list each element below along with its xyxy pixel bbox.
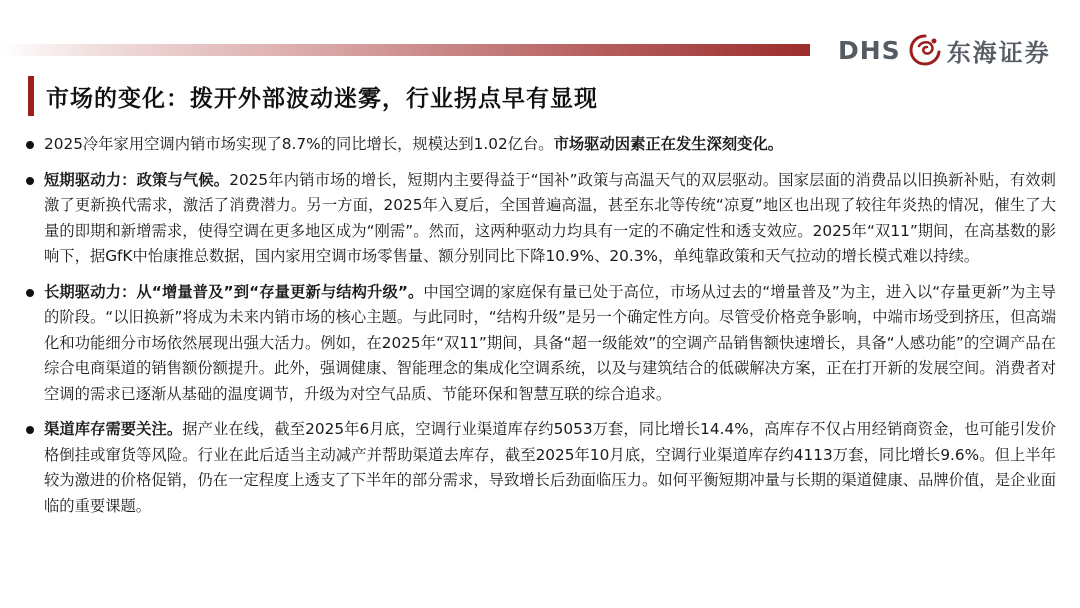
bullet-text: 据产业在线，截至2025年6月底，空调行业渠道库存约5053万套，同比增长14.4%，高库存不仅占用经销商资金，也可能引发价格倒挂或窜货等风险。行业在此后适当主动减产并帮助渠道去库存，截至2025年10月底，空调行业渠道库存约4113万套，同比增长9.6%。但上半年较为激进的价格促销，仍在一定程度上透支了下半年的部分需求，导致增长后劲面临压力。如何平衡短期冲量与长期的渠道健康、品牌价值，是企业面临的重要课题。 xyxy=(44,420,1056,515)
bullet-lead: 长期驱动力：从“增量普及”到“存量更新与结构升级”。 xyxy=(44,282,424,301)
bullet-text: 中国空调的家庭保有量已处于高位，市场从过去的“增量普及”为主，进入以“存量更新”为主导的阶段。“以旧换新”将成为未来内销市场的核心主题。与此同时，“结构升级”是另一个确定性方向。尽管受价格竞争影响，中端市场受到挤压，但高端化和功能细分市场依然展现出强大活力。例如，在2025年“双11”期间，具备“超一级能效”的空调产品销售额快速增长，具备“人感功能”的空调产品在综合电商渠道的销售额份额提升。此外，强调健康、智能理念的集成化空调系统，以及与建筑结合的低碳解决方案，正在打开新的发展空间。消费者对空调的需求已逐渐从基础的温度调节，升级为对空气品质、节能环保和智慧互联的综合追求。 xyxy=(44,282,1057,403)
bullet-item-inventory xyxy=(24,417,1056,519)
logo-chinese-text: 东海证券 xyxy=(946,38,1051,67)
bullet-text: 2025年内销市场的增长，短期内主要得益于“国补”政策与高温天气的双层驱动。国家层面的消费品以旧换新补贴，有效刺激了更新换代需求，激活了消费潜力。另一方面，2025年入夏后，全国普遍高温，甚至东北等传统“凉夏”地区也出现了较往年炎热的情况，催生了大量的即期和新增需求，使得空调在更多地区成为“刚需”。然而，这两种驱动力均具有一定的不确定性和透支效应。2025年“双11”期间，在高基数的影响下，据GfK中怡康推总数据，国内家用空调市场零售量、额分别同比下降10.9%、20.3%，单纯靠政策和天气拉动的增长模式难以持续。 xyxy=(44,170,1056,265)
bullet-item-short-term xyxy=(24,168,1056,270)
bullet-dot-icon xyxy=(26,177,34,185)
bullet-dot-icon xyxy=(26,426,34,434)
bullet-item-summary xyxy=(24,132,1056,158)
bullet-lead: 渠道库存需要关注。 xyxy=(44,420,183,438)
company-logo xyxy=(838,30,1051,70)
bullet-dot-icon xyxy=(26,289,34,297)
bullet-tail: 市场驱动因素正在发生深刻变化。 xyxy=(553,135,784,153)
slide-title-block xyxy=(28,74,598,118)
title-accent-bar xyxy=(28,76,34,116)
bullet-dot-icon xyxy=(26,141,34,149)
bullet-list xyxy=(24,132,1056,529)
bullet-lead: 短期驱动力：政策与气候。 xyxy=(44,170,230,189)
slide-title: 市场的变化：拨开外部波动迷雾，行业拐点早有显现 xyxy=(46,85,598,112)
header-gradient-bar xyxy=(0,44,810,56)
dragon-emblem-icon xyxy=(907,32,943,68)
logo-latin-text: DHS xyxy=(838,35,901,65)
bullet-item-long-term xyxy=(24,280,1056,408)
bullet-text: 2025冷年家用空调内销市场实现了8.7%的同比增长，规模达到1.02亿台。 xyxy=(44,135,554,153)
